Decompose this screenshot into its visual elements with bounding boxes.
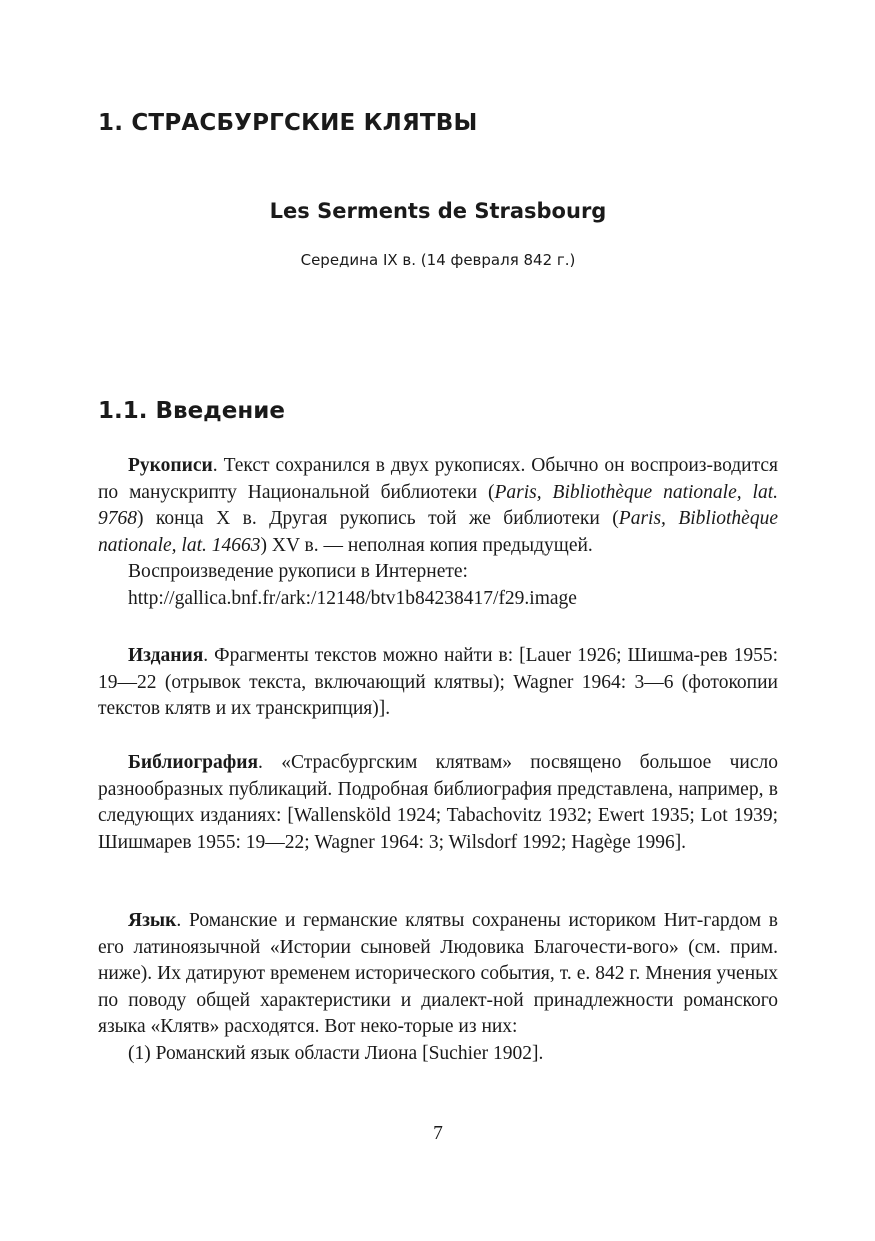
online-label: Воспроизведение рукописи в Интернете: bbox=[128, 561, 468, 582]
work-title: Les Serments de Strasbourg bbox=[269, 199, 607, 223]
manuscripts-text-1: . Текст сохранился в двух рукописях. Обычно он воспроиз-водится по манускрипту Национальной библиотеки ( bbox=[98, 455, 778, 503]
language-text: . Романские и германские клятвы сохранены историком Нит-гардом в его латиноязычной «Истории сыновей Людовика Благочести-вого» (см. прим. ниже). Их датируют временем исторического события, т. е. 842 г. Мнения ученых по поводу общей характеристики и диалект-ной принадлежности романского языка «Клятв» расходятся. Вот неко-торые из них: bbox=[98, 910, 778, 1037]
language-label: Язык bbox=[128, 910, 177, 931]
manuscripts-label: Рукописи bbox=[128, 455, 213, 476]
manuscripts-ref-1: Paris, Bibliothèque nationale, lat. 9768 bbox=[98, 481, 778, 529]
editions-label: Издания bbox=[128, 645, 204, 666]
editions-section bbox=[98, 643, 778, 723]
manuscripts-section bbox=[98, 453, 778, 612]
manuscripts-text-2: ) конца X в. Другая рукопись той же библиотеки ( bbox=[137, 508, 619, 529]
language-paragraph bbox=[98, 908, 778, 1041]
language-item-1: (1) Романский язык области Лиона [Suchier 1902]. bbox=[128, 1042, 544, 1064]
manuscripts-online bbox=[98, 559, 778, 612]
online-url-link[interactable]: http://gallica.bnf.fr/ark:/12148/btv1b84238417/f29.image bbox=[128, 587, 577, 609]
manuscripts-paragraph bbox=[98, 453, 778, 559]
manuscripts-ref-2: Paris, Bibliothèque nationale, lat. 14663 bbox=[98, 508, 778, 556]
editions-text: . Фрагменты текстов можно найти в: [Lauer 1926; Шишма-рев 1955: 19—22 (отрывок текста, включающий клятвы); Wagner 1964: 3—6 (фотокопии текстов клятв и их транскрипция)]. bbox=[98, 645, 778, 719]
bibliography-paragraph bbox=[98, 750, 778, 856]
chapter-title: 1. СТРАСБУРГСКИЕ КЛЯТВЫ bbox=[98, 110, 478, 136]
bibliography-text: . «Страсбургским клятвам» посвящено большое число разнообразных публикаций. Подробная библиография представлена, например, в следующих изданиях: [Wallensköld 1924; Tabachovitz 1932; Ewert 1935; Lot 1939; Шишмарев 1955: 19—22; Wagner 1964: 3; Wilsdorf 1992; Hagège 1996]. bbox=[98, 752, 778, 853]
language-list bbox=[98, 1041, 778, 1068]
bibliography-label: Библиография bbox=[128, 752, 259, 773]
manuscripts-text-3: ) XV в. — неполная копия предыдущей. bbox=[260, 534, 593, 556]
work-date: Середина IX в. (14 февраля 842 г.) bbox=[300, 251, 576, 269]
section-title: 1.1. Введение bbox=[98, 398, 285, 424]
page-number: 7 bbox=[433, 1123, 443, 1144]
editions-paragraph bbox=[98, 643, 778, 723]
language-section bbox=[98, 908, 778, 1067]
document-page bbox=[98, 0, 778, 1241]
bibliography-section bbox=[98, 750, 778, 856]
